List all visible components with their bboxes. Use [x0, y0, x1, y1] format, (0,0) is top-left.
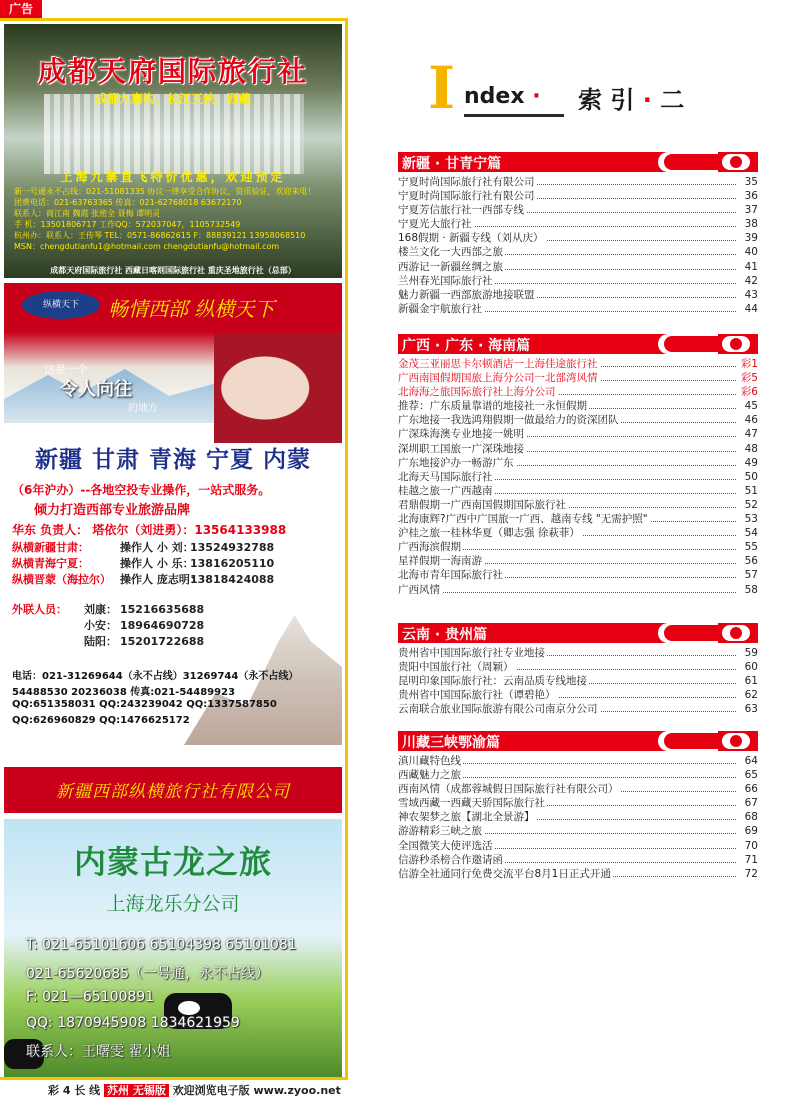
ad-chengdu-tianfu[interactable] — [4, 24, 342, 278]
entry-title: 西南风情（成都蓉城假日国际旅行社有限公司） — [398, 783, 619, 796]
ad2-contact-row — [12, 555, 274, 571]
index-entry[interactable] — [398, 810, 758, 824]
ads-column — [0, 18, 348, 1080]
entry-title: 广东地接沪办一畅游广东 — [398, 456, 514, 469]
entry-page: 65 — [744, 769, 758, 782]
ad2-tel-line: 54488530 20236038 传真:021-54489923 — [12, 687, 235, 698]
index-section — [398, 623, 758, 716]
index-entry[interactable] — [398, 288, 758, 302]
page-footer — [48, 1082, 341, 1098]
entry-page: 69 — [744, 825, 758, 838]
ad-tag: 广告 — [0, 0, 42, 18]
entry-title: 沪桂之旅一桂林华夏（卿志强 徐萩菲） — [398, 527, 580, 540]
index-entry[interactable] — [398, 839, 758, 853]
entry-title: 西游记一新疆丝绸之旅 — [398, 260, 503, 273]
ad2-ext-phone: 15201722688 — [120, 635, 205, 648]
entry-title: 宁夏芳信旅行社一西部专线 — [398, 204, 524, 217]
index-entry[interactable] — [398, 646, 758, 660]
index-entry[interactable] — [398, 189, 758, 203]
index-entry[interactable] — [398, 357, 758, 371]
entry-title: 168假期 · 新疆专线（刘从庆） — [398, 232, 544, 245]
entry-page: 48 — [744, 442, 758, 455]
entry-title: 广西南国假期国旅上海分公司一北部湾风情 — [398, 372, 598, 385]
ad2-row-label: 纵横新疆甘肃： — [12, 541, 89, 554]
index-entry[interactable] — [398, 526, 758, 540]
ad2-company: 新疆西部纵横旅行社有限公司 — [56, 782, 290, 802]
entry-title: 滇川藏特色线 — [398, 755, 461, 767]
entry-page: 39 — [744, 232, 758, 245]
index-entry[interactable] — [398, 456, 758, 470]
entry-page: 62 — [744, 689, 758, 702]
index-entry[interactable] — [398, 660, 758, 674]
section-title: 川藏三峡鄂渝篇 — [402, 735, 500, 751]
ad2-ext-name: 陆阳： — [84, 635, 117, 648]
index-entry[interactable] — [398, 782, 758, 796]
ad2-row-who: 操作人 小 刘： — [120, 541, 194, 554]
ad2-slogan: 畅情西部 纵横天下 — [108, 297, 275, 321]
section-header — [398, 731, 758, 751]
index-entry[interactable] — [398, 231, 758, 245]
index-entry[interactable] — [398, 274, 758, 288]
ad2-row-label: 纵横晋蒙（海拉尔） — [12, 573, 111, 586]
ad2-row-phone: 13818424088 — [190, 573, 275, 586]
entry-page: 53 — [744, 513, 758, 526]
index-entry[interactable] — [398, 688, 758, 702]
entry-page: 彩6 — [740, 386, 758, 399]
index-entry[interactable] — [398, 175, 758, 189]
section-header — [398, 623, 758, 643]
index-entry[interactable] — [398, 399, 758, 413]
entry-page: 51 — [744, 484, 758, 497]
ad2-ext-name: 刘康： — [84, 603, 117, 616]
index-entry[interactable] — [398, 796, 758, 810]
ad1-line: 手 机：13501806717 工作QQ：572037047，1105732549 — [14, 220, 241, 229]
entry-title: 神农架梦之旅【湖北全景游】 — [398, 811, 535, 824]
index-entry[interactable] — [398, 768, 758, 782]
ad1-contacts — [14, 186, 334, 252]
entry-page: 43 — [744, 288, 758, 301]
woman-face-image — [214, 333, 342, 443]
ad-xinjiang-zongheng[interactable] — [4, 283, 342, 813]
section-title: 新疆 · 甘青宁篇 — [402, 156, 502, 172]
ad2-tel-line: QQ:626960829 QQ:1476625172 — [12, 715, 190, 726]
ad1-line: MSN：chengdutianfu1@hotmail.com chengdutianfu@hotmail.com — [14, 242, 280, 251]
index-entry[interactable] — [398, 470, 758, 484]
index-entry[interactable] — [398, 540, 758, 554]
section-header — [398, 334, 758, 354]
index-entry[interactable] — [398, 260, 758, 274]
index-entry[interactable] — [398, 302, 758, 316]
entry-page: 42 — [744, 274, 758, 287]
entry-title: 广深珠海澳专业地接一姚明 — [398, 428, 524, 441]
entry-page: 72 — [744, 867, 758, 880]
index-part: 二 — [660, 86, 685, 114]
ad2-ext-label: 外联人员： — [12, 603, 67, 616]
index-underline — [464, 114, 564, 117]
index-entry[interactable] — [398, 754, 758, 768]
ad2-row-who: 操作人 庞志明： — [120, 573, 201, 586]
entry-page: 45 — [744, 400, 758, 413]
entry-title: 广西海滨假期 — [398, 541, 461, 554]
entry-title: 北海康辉?广西中广国旅一广西、越南专线 "无需护照" — [398, 513, 648, 526]
entry-title: 广东地接一我选鸿翔假期一做最给力的资深团队 — [398, 414, 619, 427]
entry-page: 52 — [744, 498, 758, 511]
index-entry[interactable] — [398, 427, 758, 441]
entry-page: 40 — [744, 246, 758, 259]
section-decoration — [658, 334, 718, 354]
section-decoration — [658, 152, 718, 172]
index-entry[interactable] — [398, 203, 758, 217]
index-entry[interactable] — [398, 702, 758, 716]
section-decoration — [658, 623, 718, 643]
ad3-contact-row: QQ: 1870945908 1834621959 — [26, 1015, 240, 1031]
ad2-ext-phone: 18964690728 — [120, 619, 205, 632]
ad2-ext-row — [84, 633, 204, 649]
entry-title: 北海天马国际旅行社 — [398, 470, 493, 483]
entry-title: 新疆金宇航旅行社 — [398, 302, 482, 315]
entry-page: 55 — [744, 541, 758, 554]
footer-page: 彩 4 长 线 — [48, 1084, 101, 1097]
entry-title: 推荐：广东质量靠谱的地接社一永恒假期 — [398, 400, 587, 413]
entry-page: 58 — [744, 583, 758, 596]
ad2-ext-row — [84, 601, 204, 617]
ad2-head-contact: 华东 负责人： 塔依尔（刘进勇）：13564133988 — [12, 523, 287, 537]
ad2-tel-line: 电话：021-31269644（永不占线）31269744（永不占线） — [12, 671, 299, 682]
entry-page: 59 — [744, 647, 758, 659]
ad2-ext-row — [84, 617, 204, 633]
bullet-icon — [722, 336, 750, 352]
index-entry[interactable] — [398, 385, 758, 399]
ad3-contact-row: 联系人：王曙雯 翟小姐 — [26, 1044, 171, 1060]
index-entry[interactable] — [398, 674, 758, 688]
ad1-line: 联系人：商江南 魏霞 张密全 聂梅 谭明灵 — [14, 209, 161, 218]
section-header — [398, 152, 758, 172]
entry-page: 彩5 — [740, 372, 758, 385]
ad3-contact-row: F: 021—65100891 — [26, 989, 155, 1005]
ad2-row-label: 纵横青海宁夏： — [12, 557, 89, 570]
entry-title: 云南联合旅业国际旅游有限公司南京分公司 — [398, 703, 598, 716]
index-entry[interactable] — [398, 413, 758, 427]
entry-title: 桂越之旅一广西越南 — [398, 484, 493, 497]
index-entry[interactable] — [398, 442, 758, 456]
entry-title: 兰州春光国际旅行社 — [398, 274, 493, 287]
ad2-contact-row — [12, 571, 274, 587]
entry-page: 64 — [744, 755, 758, 767]
ad1-title: 成都天府国际旅行社 — [37, 55, 308, 88]
ad2-tel-line: QQ:651358031 QQ:243239042 QQ:1337587850 — [12, 699, 277, 710]
ad3-contact-row: T: 021-65101606 65104398 65101081 — [26, 937, 297, 953]
entry-title: 贵州省中国国际旅行社专业地接 — [398, 647, 545, 659]
entry-title: 信游秒杀榜合作邀请函 — [398, 853, 503, 866]
section-decoration — [658, 731, 718, 751]
entry-title: 金茂三亚丽思卡尔顿酒店一上海佳途旅行社 — [398, 358, 598, 370]
ad2-contact-row — [12, 539, 274, 555]
footer-edition-tag: 苏州 无锡版 — [104, 1084, 169, 1097]
ad2-ext-name: 小安： — [84, 619, 117, 632]
entry-page: 71 — [744, 853, 758, 866]
ad2-row-phone: 13816205110 — [190, 557, 275, 570]
ad2-photo-text: 这是一个 — [44, 363, 88, 376]
entry-page: 67 — [744, 797, 758, 810]
ad2-regions: 新疆 甘肃 青海 宁夏 内蒙 — [34, 447, 312, 473]
entry-page: 61 — [744, 675, 758, 688]
entry-page: 54 — [744, 527, 758, 540]
ad2-tagline: （6年沪办）--各地空投专业操作，一站式服务。 — [12, 483, 271, 497]
entry-page: 68 — [744, 811, 758, 824]
index-big-i: I — [428, 54, 456, 122]
entry-title: 西藏魅力之旅 — [398, 769, 461, 782]
index-entry[interactable] — [398, 867, 758, 881]
ad3-title: 内蒙古龙之旅 — [73, 843, 272, 881]
ad3-subtitle: 上海龙乐分公司 — [106, 893, 240, 915]
entry-title: 贵阳中国旅行社（周颖） — [398, 661, 514, 674]
index-section — [398, 152, 758, 316]
index-dot: · — [642, 86, 652, 114]
index-dot: · — [532, 84, 541, 109]
entry-title: 君鼎假期一广西南国假期国际旅行社 — [398, 498, 566, 511]
entry-page: 50 — [744, 470, 758, 483]
entry-title: 游游精彩三峡之旅 — [398, 825, 482, 838]
bullet-icon — [722, 733, 750, 749]
index-entry[interactable] — [398, 554, 758, 568]
ad1-footer: 成都天府国际旅行社 西藏日喀则国际旅行社 重庆圣地旅行社（总部） — [50, 266, 296, 275]
entry-page: 47 — [744, 428, 758, 441]
index-entry[interactable] — [398, 371, 758, 385]
entry-title: 北海海之旅国际旅行社上海分公司 — [398, 386, 556, 399]
ad2-ext-phone: 15216635688 — [120, 603, 205, 616]
index-entry[interactable] — [398, 824, 758, 838]
entry-page: 37 — [744, 204, 758, 217]
index-entry[interactable] — [398, 484, 758, 498]
entry-title: 昆明印象国际旅行社：云南品质专线地接 — [398, 675, 587, 688]
ad3-contact-row: 021-65620685（一号通，永不占线） — [26, 966, 270, 982]
ad2-logo: 纵横天下 — [22, 291, 100, 319]
entry-title: 北海市青年国际旅行社 — [398, 569, 503, 582]
ad1-line: 团费电话：021-63763365 传真：021-62768018 63672170 — [14, 198, 242, 207]
index-section — [398, 731, 758, 881]
index-title-cn — [578, 80, 684, 115]
index-entry[interactable] — [398, 512, 758, 526]
entry-page: 44 — [744, 302, 758, 315]
entry-page: 60 — [744, 661, 758, 674]
index-entry[interactable] — [398, 217, 758, 231]
entry-page: 41 — [744, 260, 758, 273]
entry-title: 全国微笑大使评选活 — [398, 839, 493, 852]
entry-page: 70 — [744, 839, 758, 852]
entry-title: 深圳职工国旅一广深珠地接 — [398, 442, 524, 455]
ad1-subtitle: 成都九寨沟、长江三峡、西藏 — [94, 92, 251, 106]
entry-title: 宁夏时尚国际旅行社有限公司 — [398, 176, 535, 188]
index-section — [398, 334, 758, 597]
entry-page: 46 — [744, 414, 758, 427]
entry-page: 56 — [744, 555, 758, 568]
ad1-line: 新一号通永不占线：021-51081335 协议一律享受合作协议，资质验证，欢迎来电！ — [14, 187, 316, 196]
index-ndex: ndex — [464, 84, 525, 109]
bullet-icon — [722, 154, 750, 170]
entry-page: 63 — [744, 703, 758, 716]
entry-page: 35 — [744, 176, 758, 188]
index-title: 索 引 — [578, 86, 635, 114]
section-title: 广西 · 广东 · 海南篇 — [402, 338, 531, 354]
entry-title: 星祥假期一海南游 — [398, 555, 482, 568]
ad1-promo: 上海九寨直飞特价优惠，欢迎预定 — [60, 170, 286, 184]
ad-neimenggu-long[interactable] — [4, 819, 342, 1077]
ad2-company-bar — [4, 767, 342, 813]
entry-title: 贵州省中国国际旅行社（谭碧艳） — [398, 689, 556, 702]
index-entry[interactable] — [398, 245, 758, 259]
entry-title: 雪域西藏一西藏天骄国际旅行社 — [398, 797, 545, 810]
index-entry[interactable] — [398, 583, 758, 597]
index-entry[interactable] — [398, 568, 758, 582]
ad2-photo-text: 令人向往 — [60, 379, 132, 400]
ad2-banner — [4, 283, 342, 423]
entry-page: 66 — [744, 783, 758, 796]
ad2-photo-text: 的地方 — [128, 403, 158, 414]
index-title-en — [464, 84, 541, 109]
ad2-brand: 倾力打造西部专业旅游品牌 — [34, 503, 191, 518]
ad1-line: 杭州办：联系人：王传琴 TEL：0571-86862615 F：88839121 13958068510 — [14, 231, 306, 240]
entry-title: 楼兰文化一大西部之旅 — [398, 246, 503, 259]
entry-title: 宁夏时尚国际旅行社有限公司 — [398, 190, 535, 203]
section-title: 云南 · 贵州篇 — [402, 627, 488, 643]
entry-title: 广西风情 — [398, 583, 440, 596]
entry-page: 36 — [744, 190, 758, 203]
index-entry[interactable] — [398, 853, 758, 867]
entry-page: 38 — [744, 218, 758, 231]
entry-page: 57 — [744, 569, 758, 582]
footer-website[interactable]: 欢迎浏览电子版 www.zyoo.net — [172, 1084, 341, 1097]
bullet-icon — [722, 625, 750, 641]
entry-page: 49 — [744, 456, 758, 469]
ad2-row-who: 操作人 小 乐： — [120, 557, 194, 570]
leader-dots — [398, 592, 736, 593]
entry-title: 魅力新疆一西部旅游地接联盟 — [398, 288, 535, 301]
index-entry[interactable] — [398, 498, 758, 512]
entry-title: 信游全社通同行免费交流平台8月1日正式开通 — [398, 867, 611, 880]
ad2-row-phone: 13524932788 — [190, 541, 275, 554]
entry-page: 彩1 — [740, 358, 758, 370]
entry-title: 宁夏光大旅行社 — [398, 218, 472, 231]
